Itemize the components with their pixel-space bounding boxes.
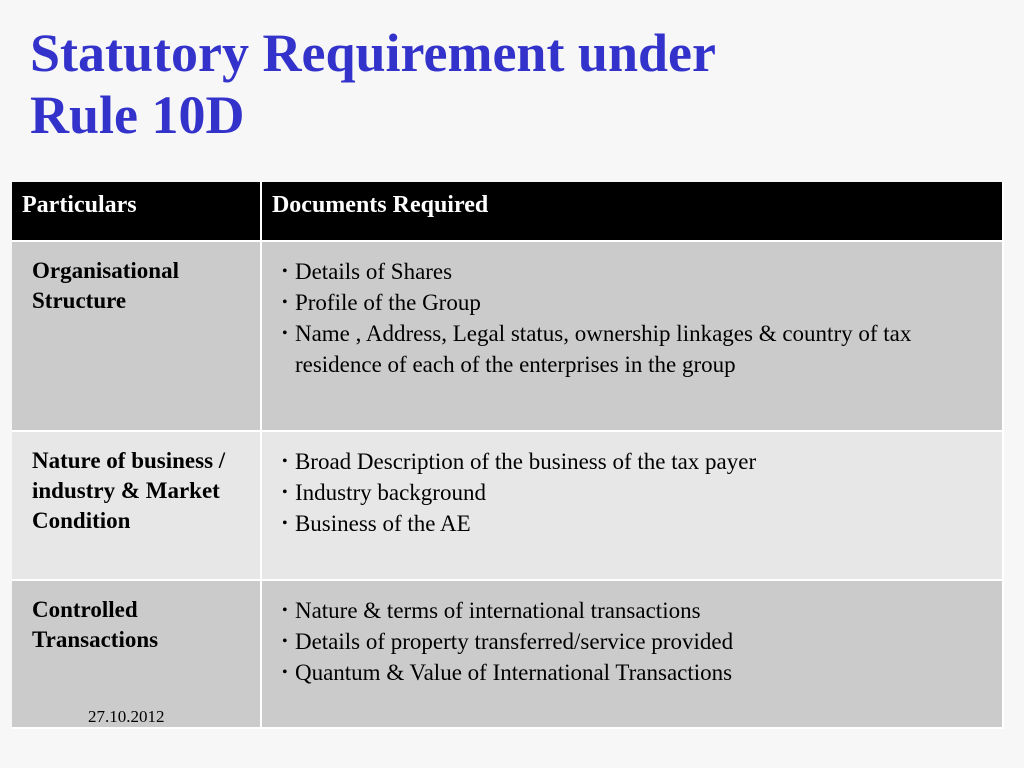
requirements-table xyxy=(12,182,1004,729)
table-row xyxy=(12,432,1004,581)
bullet-icon: • xyxy=(281,294,288,311)
bullet-icon: • xyxy=(281,263,288,280)
document-text: Nature & terms of international transactions xyxy=(294,598,701,623)
document-item xyxy=(282,446,988,477)
bullet-icon: • xyxy=(281,515,288,532)
document-item xyxy=(282,626,988,657)
header-particulars xyxy=(12,182,262,242)
footer-date: 27.10.2012 xyxy=(88,707,165,726)
table-header-row xyxy=(12,182,1004,242)
header-documents-required xyxy=(262,182,1004,242)
slide-title: Statutory Requirement under Rule 10D xyxy=(30,23,716,145)
document-item xyxy=(282,318,988,380)
documents-list xyxy=(262,242,1002,380)
document-item xyxy=(282,508,988,539)
documents-list xyxy=(262,432,1002,539)
document-text: Details of Shares xyxy=(294,259,453,284)
particular-label: Organisational Structure xyxy=(32,258,179,313)
documents-cell xyxy=(262,581,1004,729)
document-text: Profile of the Group xyxy=(294,290,481,315)
header-particulars-label: Particulars xyxy=(22,192,137,218)
bullet-icon: • xyxy=(281,453,288,470)
document-text: Details of property transferred/service provided xyxy=(294,629,734,654)
bullet-icon: • xyxy=(281,602,288,619)
bullet-icon: • xyxy=(281,664,288,681)
document-item xyxy=(282,256,988,287)
bullet-icon: • xyxy=(281,484,288,501)
bullet-icon: • xyxy=(281,633,288,650)
document-text: Business of the AE xyxy=(294,511,471,536)
table-row xyxy=(12,242,1004,432)
documents-cell xyxy=(262,432,1004,581)
document-item xyxy=(282,595,988,626)
document-text: Broad Description of the business of the tax payer xyxy=(294,449,757,474)
document-text: Industry background xyxy=(294,480,486,505)
header-documents-label: Documents Required xyxy=(271,192,489,218)
document-item xyxy=(282,657,988,688)
documents-cell xyxy=(262,242,1004,432)
document-text: Name , Address, Legal status, ownership linkages & country of tax residence of each of the enterprises in the group xyxy=(294,321,912,377)
particular-cell xyxy=(12,432,262,581)
particular-label: Controlled Transactions xyxy=(32,597,159,652)
particular-cell xyxy=(12,242,262,432)
bullet-icon: • xyxy=(281,325,288,342)
document-item xyxy=(282,477,988,508)
document-item xyxy=(282,287,988,318)
documents-list xyxy=(262,581,1002,688)
document-text: Quantum & Value of International Transactions xyxy=(294,660,733,685)
particular-label: Nature of business / industry & Market Condition xyxy=(32,448,226,533)
